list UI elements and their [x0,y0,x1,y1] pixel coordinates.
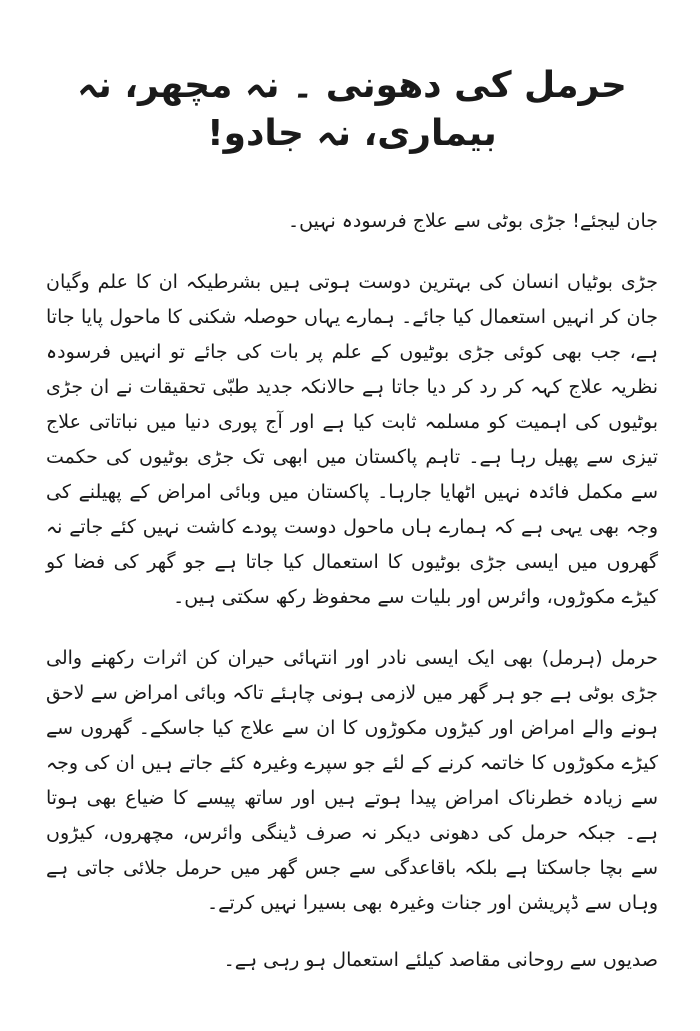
herbs-paragraph: جڑی بوٹیاں انسان کی بہترین دوست ہوتی ہیں بشرطیکہ ان کا علم وگیان جان کر انہیں استعمال کیا جائے۔ ہمارے یہاں حوصلہ شکنی کا ماحول پایا جاتا ہے، جب بھی کوئی جڑی بوٹیوں کے علم پر بات کی جائے تو انہیں فرسودہ نظریہ علاج کہہ کر رد کر دیا جاتا ہے حالانکہ جدید طبّی تحقیقات نے ان جڑی بوٹیوں کی اہمیت کو مسلمہ ثابت کیا ہے اور آج پوری دنیا میں نباتاتی علاج تیزی سے پھیل رہا ہے۔ تاہم پاکستان میں ابھی تک جڑی بوٹیوں کی حکمت سے مکمل فائدہ نہیں اٹھایا جارہا۔ پاکستان میں وبائی امراض کے پھیلنے کی وجہ بھی یہی ہے کہ ہمارے ہاں ماحول دوست پودے کاشت نہیں کئے جاتے نہ گھروں میں ایسی جڑی بوٹیوں کا استعمال کیا جاتا ہے جو گھر کی فضا کو کیڑے مکوڑوں، وائرس اور بلیات سے محفوظ رکھ سکتی ہیں۔ [46,271,658,608]
closing-paragraph: صدیوں سے روحانی مقاصد کیلئے استعمال ہو رہی ہے۔ [223,949,658,971]
article-title: حرمل کی دھونی ۔ نہ مچھر، نہ بیماری، نہ جادو! [77,65,627,154]
intro-paragraph: جان لیجئے! جڑی بوٹی سے علاج فرسودہ نہیں۔ [288,210,658,232]
harmal-paragraph: حرمل (ہرمل) بھی ایک ایسی نادر اور انتہائی حیران کن اثرات رکھنے والی جڑی بوٹی ہے جو ہر گھر میں لازمی ہونی چاہئے تاکہ وبائی امراض سے لاحق ہونے والے امراض اور کیڑوں مکوڑوں کا ان سے علاج کیا جاسکے۔ گھروں سے کیڑے مکوڑوں کا خاتمہ کرنے کے لئے جو سپرے وغیرہ کئے جاتے ہیں ان کی وجہ سے زیادہ خطرناک امراض پیدا ہوتے ہیں اور ساتھ پیسے کا ضیاع بھی ہوتا ہے۔ جبکہ حرمل کی دھونی دیکر نہ صرف ڈینگی وائرس، مچھروں، کیڑوں سے بچا جاسکتا ہے بلکہ باقاعدگی سے جس گھر میں حرمل جلائی جاتی ہے وہاں سے ڈپریشن اور جنات وغیرہ بھی بسیرا نہیں کرتے۔ [46,647,658,914]
